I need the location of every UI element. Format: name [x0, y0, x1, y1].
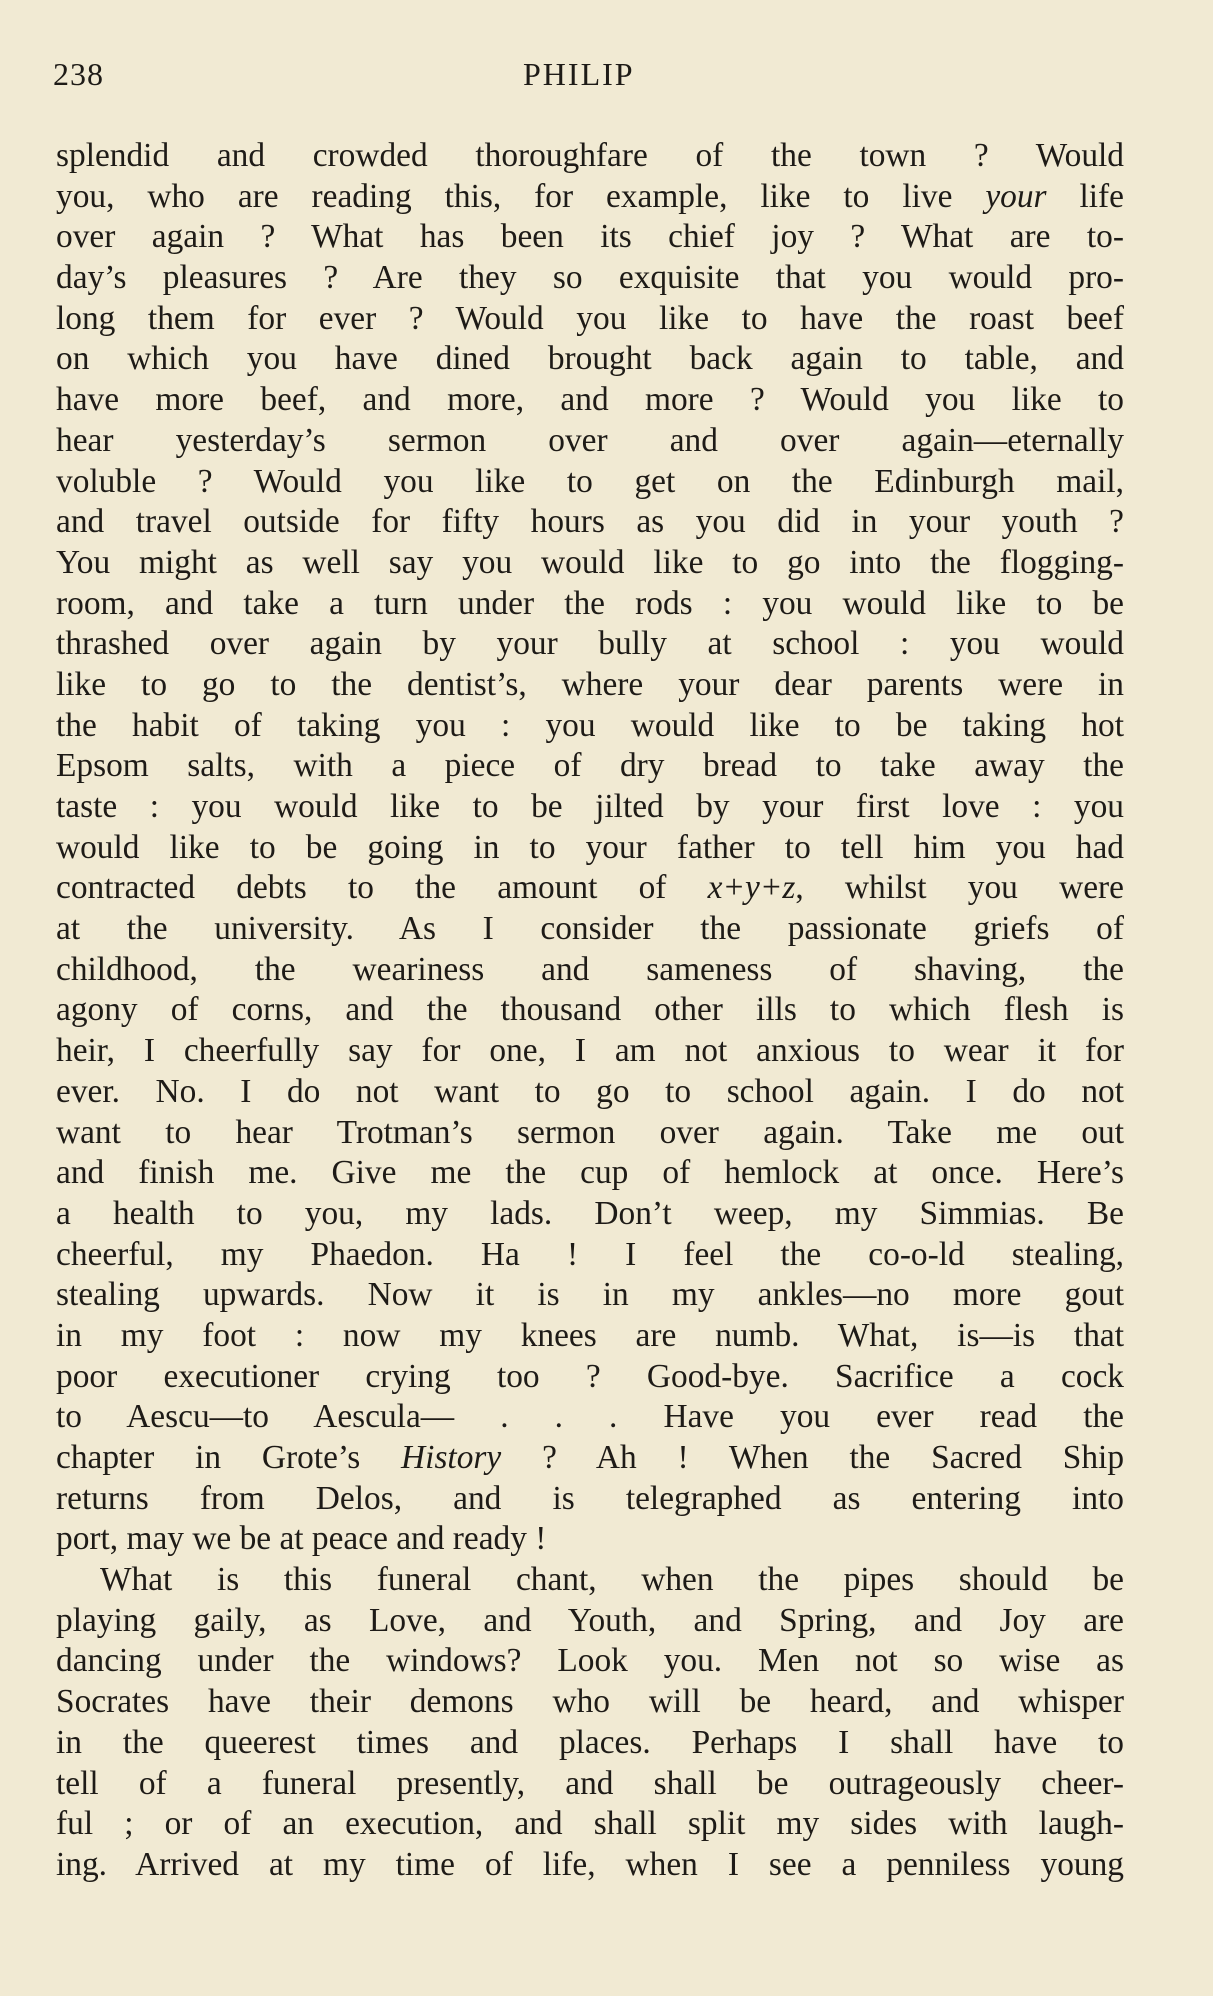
text-line: Epsom salts, with a piece of dry bread to take away the: [56, 747, 1124, 785]
text-line: room, and take a turn under the rods : you would like to be: [56, 584, 1124, 622]
text-line: cheerful, my Phaedon. Ha ! I feel the co-o-ld stealing,: [56, 1235, 1124, 1273]
text-line: voluble ? Would you like to get on the Edinburgh mail,: [56, 462, 1124, 500]
text-line: have more beef, and more, and more ? Would you like to: [56, 381, 1124, 419]
text-line: port, may we be at peace and ready !: [56, 1520, 547, 1558]
text-line: dancing under the windows? Look you. Men not so wise as: [56, 1642, 1124, 1680]
text-line: You might as well say you would like to go into the flogging-: [56, 543, 1124, 581]
text-line: and finish me. Give me the cup of hemlock at once. Here’s: [56, 1154, 1124, 1192]
text-line: ing. Arrived at my time of life, when I see a penniless young: [56, 1845, 1124, 1883]
text-line: playing gaily, as Love, and Youth, and Spring, and Joy are: [56, 1601, 1124, 1639]
text-line: poor executioner crying too ? Good-bye. Sacrifice a cock: [56, 1357, 1124, 1395]
running-head: [53, 56, 1123, 106]
text-line: in my foot : now my knees are numb. What, is—is that: [56, 1316, 1124, 1354]
text-line: ever. No. I do not want to go to school again. I do not: [56, 1072, 1124, 1110]
text-line: agony of corns, and the thousand other ills to which flesh is: [56, 991, 1124, 1029]
text-line: to Aescu—to Aescula— . . . Have you ever read the: [56, 1398, 1124, 1436]
text-line: on which you have dined brought back again to table, and: [56, 340, 1124, 378]
text-line: would like to be going in to your father to tell him you had: [56, 828, 1124, 866]
paragraph-2: [56, 1560, 1124, 1886]
text-line: thrashed over again by your bully at school : you would: [56, 625, 1124, 663]
text-line: day’s pleasures ? Are they so exquisite that you would pro-: [56, 259, 1124, 297]
text-line: splendid and crowded thoroughfare of the town ? Would: [56, 137, 1124, 174]
text-line: childhood, the weariness and sameness of shaving, the: [56, 950, 1124, 988]
page-number: 238: [53, 56, 104, 92]
text-line: returns from Delos, and is telegraphed as entering into: [56, 1479, 1124, 1517]
text-line: at the university. As I consider the passionate griefs of: [56, 910, 1124, 948]
text-line: Socrates have their demons who will be heard, and whisper: [56, 1683, 1124, 1721]
text-line: long them for ever ? Would you like to have the roast beef: [56, 299, 1124, 337]
text-line: ful ; or of an execution, and shall split my sides with laugh-: [56, 1805, 1124, 1843]
text-line: What is this funeral chant, when the pipes should be: [100, 1561, 1124, 1599]
text-line: taste : you would like to be jilted by your first love : you: [56, 788, 1124, 825]
text-line: hear yesterday’s sermon over and over again—eternally: [56, 421, 1124, 459]
text-line: want to hear Trotman’s sermon over again. Take me out: [56, 1113, 1124, 1151]
text-line: a health to you, my lads. Don’t weep, my Simmias. Be: [56, 1194, 1124, 1232]
text-line: chapter in Grote’s History ? Ah ! When the Sacred Ship: [56, 1439, 1125, 1476]
italic-word: History: [401, 1439, 502, 1476]
text-line: contracted debts to the amount of x+y+z, whilst you were: [56, 869, 1124, 907]
text-line: heir, I cheerfully say for one, I am not anxious to wear it for: [56, 1032, 1124, 1070]
text-line: tell of a funeral presently, and shall be outrageously cheer-: [56, 1764, 1124, 1802]
italic-word: x+y+z: [707, 869, 796, 907]
text-line: the habit of taking you : you would like to be taking hot: [56, 706, 1124, 744]
paragraph-1: [56, 136, 1124, 1560]
body-text: [56, 136, 1124, 1886]
italic-word: your: [985, 177, 1047, 215]
text-line: stealing upwards. Now it is in my ankles—no more gout: [56, 1276, 1124, 1314]
running-title: PHILIP: [523, 56, 635, 92]
text-line: and travel outside for fifty hours as you did in your youth ?: [56, 503, 1124, 541]
text-line: you, who are reading this, for example, like to live your life: [56, 177, 1124, 215]
text-line: in the queerest times and places. Perhaps I shall have to: [56, 1723, 1124, 1761]
text-line: over again ? What has been its chief joy ? What are to-: [56, 218, 1124, 256]
text-line: like to go to the dentist’s, where your dear parents were in: [56, 665, 1124, 703]
